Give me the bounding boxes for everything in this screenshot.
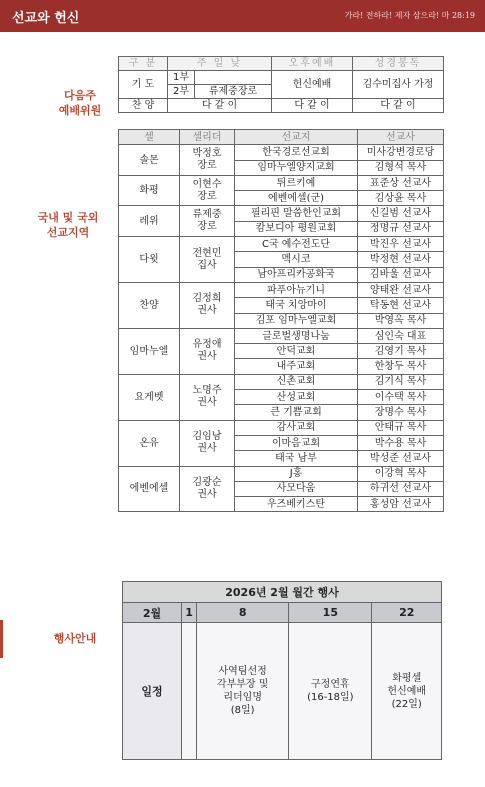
mission-site: 캄보디아 평원교회 — [235, 221, 358, 236]
label-line: 다음주 — [64, 89, 96, 102]
leader-line: 장로 — [197, 190, 217, 202]
label-line: 예배위원 — [58, 104, 102, 117]
schedule-label: 일정 — [123, 623, 182, 760]
page-header — [0, 0, 485, 32]
missionary: 하귀선 선교사 — [358, 481, 444, 496]
missionary: 한창두 목사 — [358, 359, 444, 374]
table-row — [119, 175, 444, 190]
cell-leader — [180, 420, 235, 466]
mission-site: 멕시코 — [235, 252, 358, 267]
missionary: 김바울 선교사 — [358, 267, 444, 282]
mission-site: 태국 남부 — [235, 451, 358, 466]
mission-site: 신촌교회 — [235, 374, 358, 389]
missions-label — [28, 210, 108, 240]
table-row — [119, 282, 444, 297]
leader-line: 류제중 — [192, 209, 222, 221]
event-cell — [372, 623, 442, 760]
cell-name: 다윗 — [119, 237, 180, 283]
col-header: 셀리더 — [180, 130, 235, 145]
missionary: 안태규 목사 — [358, 420, 444, 435]
leader-line: 장로 — [197, 221, 217, 233]
part-label: 1부 — [168, 71, 195, 85]
mission-site: 한국경로선교회 — [235, 145, 358, 160]
col-header: 셀 — [119, 130, 180, 145]
table-row — [119, 206, 444, 221]
table-cell: 다 같 이 — [168, 99, 272, 113]
table-row — [119, 237, 444, 252]
mission-site: 임마누엘양지교회 — [235, 160, 358, 175]
missionary: 김영기 목사 — [358, 344, 444, 359]
leader-line: 김정희 — [192, 293, 222, 305]
leader-line: 권사 — [197, 305, 217, 317]
mission-site: 이마음교회 — [235, 435, 358, 450]
event-cell — [182, 623, 197, 760]
cell-name: 에벤에셀 — [119, 466, 180, 512]
month-header: 2월 — [123, 603, 182, 623]
cell-leader — [180, 206, 235, 237]
event-line: 구정연휴 — [311, 679, 350, 690]
mission-site: 태국 치앙마이 — [235, 298, 358, 313]
table-row — [119, 466, 444, 481]
cell-name: 찬양 — [119, 282, 180, 328]
event-line: (8일) — [230, 705, 255, 716]
table-cell: 김수미집사 가정 — [353, 71, 444, 99]
cell-name: 솔몬 — [119, 145, 180, 176]
event-line: 헌신예배 — [387, 685, 427, 697]
mission-site: 글로벌생명나눔 — [235, 328, 358, 343]
leader-line: 집사 — [197, 259, 217, 271]
missionary: 김기식 목사 — [358, 374, 444, 389]
cell-name: 온유 — [119, 420, 180, 466]
missionary: 박진우 선교사 — [358, 237, 444, 252]
events-caption: 2026년 2월 월간 행사 — [123, 582, 442, 603]
missionary: 박수용 목사 — [358, 435, 444, 450]
event-cell — [197, 623, 289, 760]
mission-site: 남아프리카공화국 — [235, 267, 358, 282]
label-line: 선교지역 — [46, 226, 90, 239]
col-header: 선교사 — [358, 130, 444, 145]
events-table — [122, 581, 442, 760]
table-row — [119, 374, 444, 389]
cell-name: 요게벳 — [119, 374, 180, 420]
leader-line: 박정호 — [192, 148, 222, 160]
missionary: 정명규 선교사 — [358, 221, 444, 236]
mission-site: 우즈베키스탄 — [235, 497, 358, 512]
page-title: 선교와 헌신 — [12, 11, 80, 26]
date-header: 22 — [372, 603, 442, 623]
section-marker — [0, 620, 3, 658]
table-row — [119, 420, 444, 435]
table-row — [119, 328, 444, 343]
worship-table — [118, 56, 444, 113]
cell-leader — [180, 145, 235, 176]
label-line: 국내 및 국외 — [37, 211, 99, 224]
mission-site: 안덕교회 — [235, 344, 358, 359]
cell-leader — [180, 328, 235, 374]
date-header: 1 — [182, 603, 197, 623]
missionary: 양태완 선교사 — [358, 282, 444, 297]
mission-site: 큰 기쁨교회 — [235, 405, 358, 420]
table-row — [119, 145, 444, 160]
leader-line: 김광순 — [192, 476, 222, 488]
col-header: 구 분 — [119, 57, 168, 71]
leader-line: 권사 — [197, 351, 217, 363]
col-header: 성경봉독 — [353, 57, 444, 71]
row-label: 기 도 — [119, 71, 168, 99]
table-cell — [195, 71, 272, 85]
cell-name: 화평 — [119, 175, 180, 206]
missionary: 홍성암 선교사 — [358, 497, 444, 512]
event-cell — [289, 623, 372, 760]
missionary: 미사강변경로당 — [358, 145, 444, 160]
mission-site: J홍 — [235, 466, 358, 481]
missionary: 신길범 선교사 — [358, 206, 444, 221]
missionary: 박정현 선교사 — [358, 252, 444, 267]
event-line: 사역팀선정 — [218, 666, 267, 677]
missionary: 이강혁 목사 — [358, 466, 444, 481]
table-cell: 다 같 이 — [272, 99, 353, 113]
date-header: 8 — [197, 603, 289, 623]
missionary: 심인숙 대표 — [358, 328, 444, 343]
cell-leader — [180, 175, 235, 206]
leader-line: 권사 — [197, 443, 217, 455]
leader-line: 권사 — [197, 397, 217, 409]
leader-line: 노명주 — [192, 385, 222, 397]
mission-site: 내주교회 — [235, 359, 358, 374]
table-cell: 다 같 이 — [353, 99, 444, 113]
missionary: 박성준 선교사 — [358, 451, 444, 466]
event-line: 리더임명 — [223, 692, 262, 703]
table-cell: 헌신예배 — [272, 71, 353, 99]
missions-table — [118, 129, 444, 512]
mission-site: 김포 임마누엘교회 — [235, 313, 358, 328]
missionary: 박영옥 목사 — [358, 313, 444, 328]
table-cell: 류제중장로 — [195, 85, 272, 99]
missionary: 김상윤 목사 — [358, 191, 444, 206]
cell-leader — [180, 374, 235, 420]
mission-site: 에벤에셀(군) — [235, 191, 358, 206]
leader-line: 이현수 — [192, 178, 222, 190]
leader-line: 전현민 — [192, 247, 222, 259]
cell-leader — [180, 466, 235, 512]
row-label: 찬 양 — [119, 99, 168, 113]
event-line: 각부부장 및 — [216, 679, 269, 690]
event-line: (22일) — [391, 698, 422, 710]
leader-line: 김임남 — [192, 431, 222, 443]
missionary: 표준상 선교사 — [358, 175, 444, 190]
missionary: 이수택 목사 — [358, 390, 444, 405]
leader-line: 권사 — [197, 488, 217, 500]
missionary: 장명수 목사 — [358, 405, 444, 420]
mission-site: 튀르키예 — [235, 175, 358, 190]
mission-site: 파푸아뉴기니 — [235, 282, 358, 297]
leader-line: 유정애 — [192, 339, 222, 351]
mission-site: 사모다움 — [235, 481, 358, 496]
header-verse: 가라! 전하라! 제자 삼으라! 마 28:19 — [344, 11, 475, 20]
date-header: 15 — [289, 603, 372, 623]
col-header: 선교지 — [235, 130, 358, 145]
next-week-label — [50, 88, 110, 118]
mission-site: 감사교회 — [235, 420, 358, 435]
event-line: (16-18일) — [307, 692, 354, 703]
part-label: 2부 — [168, 85, 195, 99]
col-header: 오후예배 — [272, 57, 353, 71]
cell-name: 임마누엘 — [119, 328, 180, 374]
mission-site: 산성교회 — [235, 390, 358, 405]
cell-leader — [180, 237, 235, 283]
cell-name: 레위 — [119, 206, 180, 237]
missionary: 탁동현 선교사 — [358, 298, 444, 313]
missionary: 김형석 목사 — [358, 160, 444, 175]
cell-leader — [180, 282, 235, 328]
mission-site: 필리핀 말씀한인교회 — [235, 206, 358, 221]
event-line: 화평셀 — [392, 672, 422, 684]
col-header: 주 일 낮 — [168, 57, 272, 71]
events-label: 행사안내 — [53, 632, 97, 645]
mission-site: C국 예수전도단 — [235, 237, 358, 252]
leader-line: 장로 — [197, 160, 217, 172]
